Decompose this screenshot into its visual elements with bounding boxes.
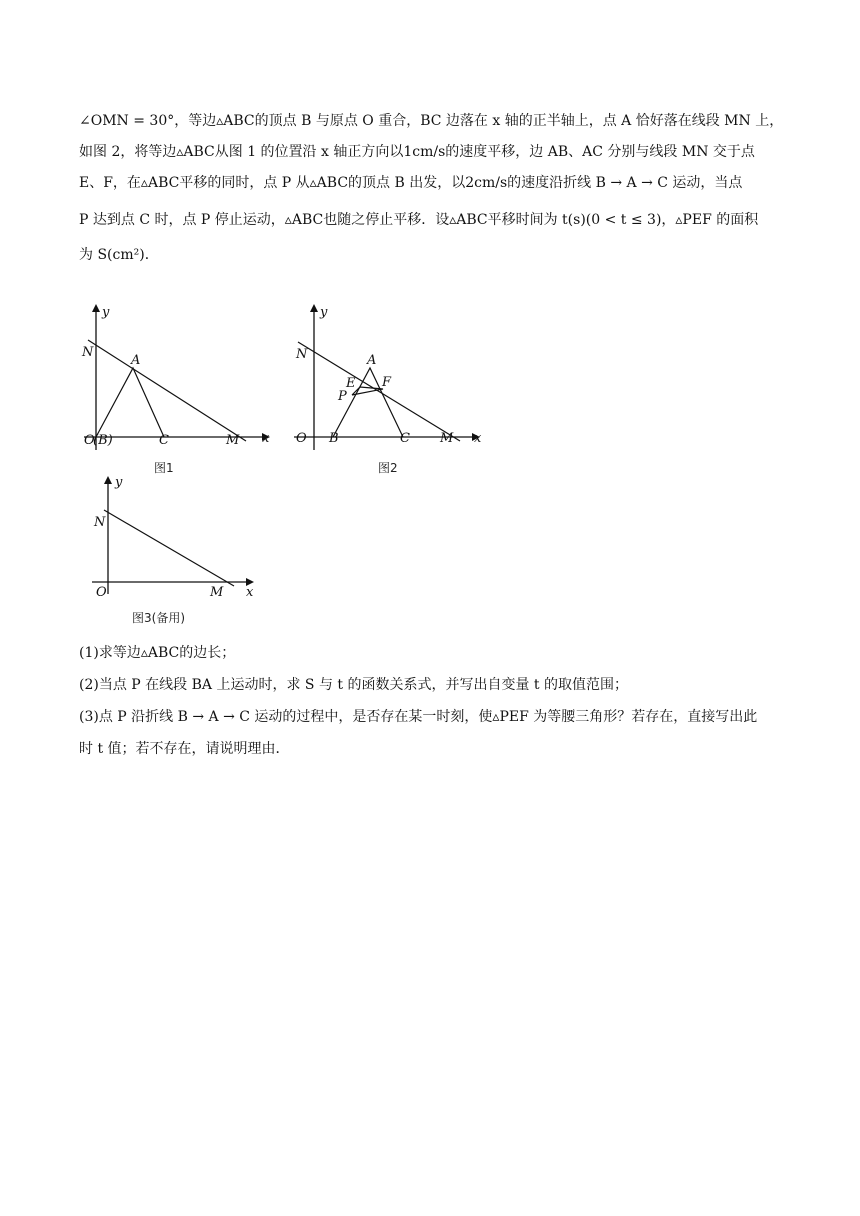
label-o: O xyxy=(296,431,307,446)
label-o: O xyxy=(96,585,107,600)
label-m: M xyxy=(226,433,240,448)
question-1: (1)求等边▵ABC的边长； xyxy=(79,645,236,661)
label-x: x xyxy=(262,431,270,446)
figure-1-caption: 图1 xyxy=(154,461,174,475)
label-c: C xyxy=(159,433,169,448)
label-a: A xyxy=(367,353,377,368)
line-mn xyxy=(298,342,460,441)
problem-line-5: 为 S(cm²)． xyxy=(79,247,159,263)
figure-3-caption: 图3(备用) xyxy=(132,611,185,625)
question-2: (2)当点 P 在线段 BA 上运动时，求 S 与 t 的函数关系式，并写出自变量 t 的取值范围； xyxy=(79,677,628,693)
label-n: N xyxy=(94,515,106,530)
y-axis-arrow xyxy=(104,476,112,484)
problem-line-2: 如图 2，将等边▵ABC从图 1 的位置沿 x 轴正方向以1cm/s的速度平移，边 AB、AC 分别与线段 MN 交于点 xyxy=(79,144,755,160)
label-o: O xyxy=(84,433,95,448)
label-f: F xyxy=(382,375,392,390)
label-b: (B) xyxy=(93,433,113,448)
label-e: E xyxy=(346,376,356,391)
problem-text xyxy=(79,106,783,271)
figure-2 xyxy=(290,300,490,480)
triangle-abc xyxy=(96,368,164,437)
figure-3 xyxy=(88,470,268,630)
problem-line-4: P 达到点 C 时，点 P 停止运动，▵ABC也随之停止平移．设▵ABC平移时间为 t(s)(0 < t ≤ 3)，▵PEF 的面积 xyxy=(79,212,759,228)
label-n: N xyxy=(296,347,308,362)
label-p: P xyxy=(338,389,347,404)
figure-3-diagram xyxy=(88,470,268,630)
problem-line-3: E、F，在▵ABC平移的同时，点 P 从▵ABC的顶点 B 出发，以2cm/s的速度沿折线 B → A → C 运动，当点 xyxy=(79,175,743,191)
label-m: M xyxy=(210,585,224,600)
figure-1-diagram xyxy=(78,300,278,480)
line-mn xyxy=(104,510,234,586)
y-axis-arrow xyxy=(310,304,318,312)
label-x: x xyxy=(474,431,482,446)
figure-2-caption: 图2 xyxy=(378,461,398,475)
label-y: y xyxy=(320,305,328,320)
question-3: (3)点 P 沿折线 B → A → C 运动的过程中，是否存在某一时刻，使▵PEF 为等腰三角形？若存在，直接写出此 xyxy=(79,709,758,725)
figure-2-diagram xyxy=(290,300,490,480)
label-x: x xyxy=(246,585,254,600)
label-y: y xyxy=(102,305,110,320)
questions xyxy=(79,637,783,765)
y-axis-arrow xyxy=(92,304,100,312)
label-a: A xyxy=(131,353,141,368)
problem-line-1: ∠OMN = 30°，等边▵ABC的顶点 B 与原点 O 重合，BC 边落在 x 轴的正半轴上，点 A 恰好落在线段 MN 上， xyxy=(79,113,784,129)
figure-1 xyxy=(78,300,278,480)
label-n: N xyxy=(82,345,94,360)
label-b: B xyxy=(329,431,339,446)
label-m: M xyxy=(440,431,454,446)
label-c: C xyxy=(400,431,410,446)
label-y: y xyxy=(115,475,123,490)
line-mn xyxy=(88,340,246,441)
question-3-cont: 时 t 值；若不存在，请说明理由． xyxy=(79,741,290,757)
